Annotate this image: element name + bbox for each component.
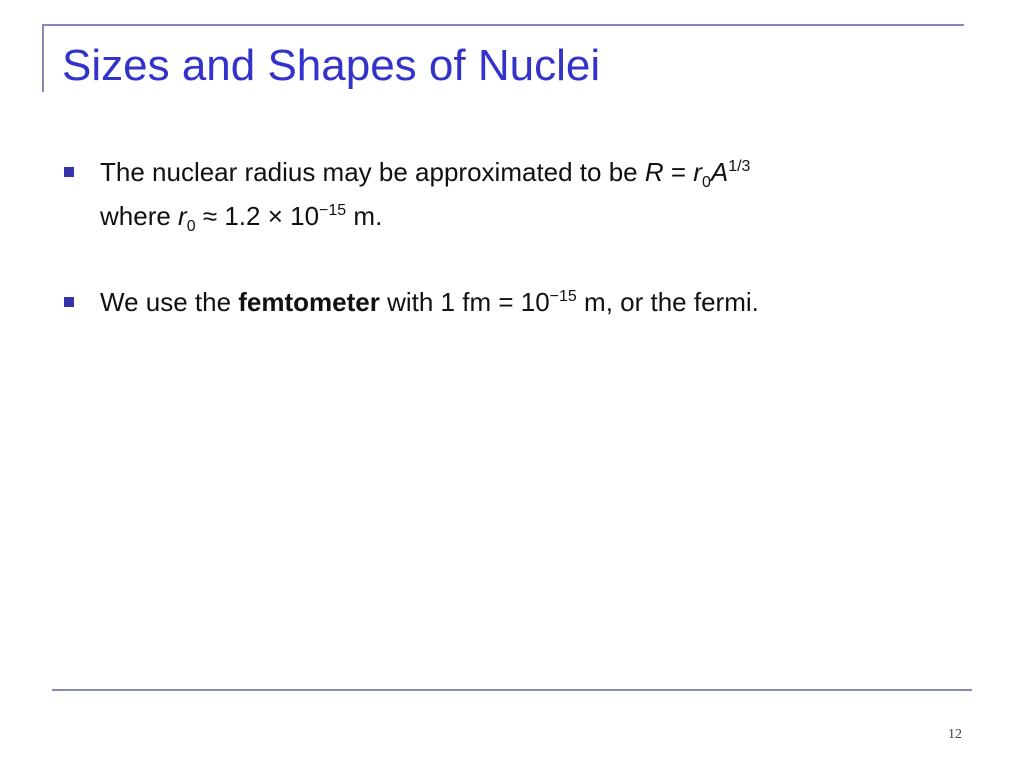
- page-number: 12: [948, 727, 962, 742]
- symbol-r0: r: [178, 201, 187, 231]
- exponent-minus-15: −15: [319, 202, 347, 219]
- text-segment: The nuclear radius may be approximated to be: [100, 157, 645, 187]
- bullet-line-1: [100, 150, 750, 194]
- symbol-R: R: [644, 157, 664, 187]
- top-frame-line: [42, 24, 964, 26]
- bullet-text: [100, 280, 759, 324]
- exponent-one-third: 1/3: [728, 158, 751, 175]
- bullet-square-icon: [64, 167, 74, 177]
- text-segment: m, or the fermi.: [576, 287, 759, 317]
- bold-term-femtometer: femtometer: [238, 287, 380, 317]
- equals-sign: =: [663, 157, 694, 187]
- slide-title: Sizes and Shapes of Nuclei: [62, 41, 601, 90]
- subscript-0: 0: [186, 218, 196, 235]
- unit-text: m.: [346, 201, 383, 231]
- symbol-r: r: [693, 157, 702, 187]
- text-segment: ≈ 1.2 × 10: [195, 201, 320, 231]
- bullet-text: [100, 150, 750, 238]
- footer-rule: [52, 689, 972, 691]
- left-frame-line: [42, 24, 44, 92]
- subscript-0: 0: [701, 174, 711, 191]
- text-segment: We use the: [100, 287, 239, 317]
- text-segment: where: [100, 201, 179, 231]
- bullet-square-icon: [64, 297, 74, 307]
- text-segment: with 1 fm = 10: [379, 287, 550, 317]
- bullet-line-2: [100, 194, 750, 238]
- symbol-A: A: [710, 157, 729, 187]
- exponent-minus-15: −15: [549, 288, 577, 305]
